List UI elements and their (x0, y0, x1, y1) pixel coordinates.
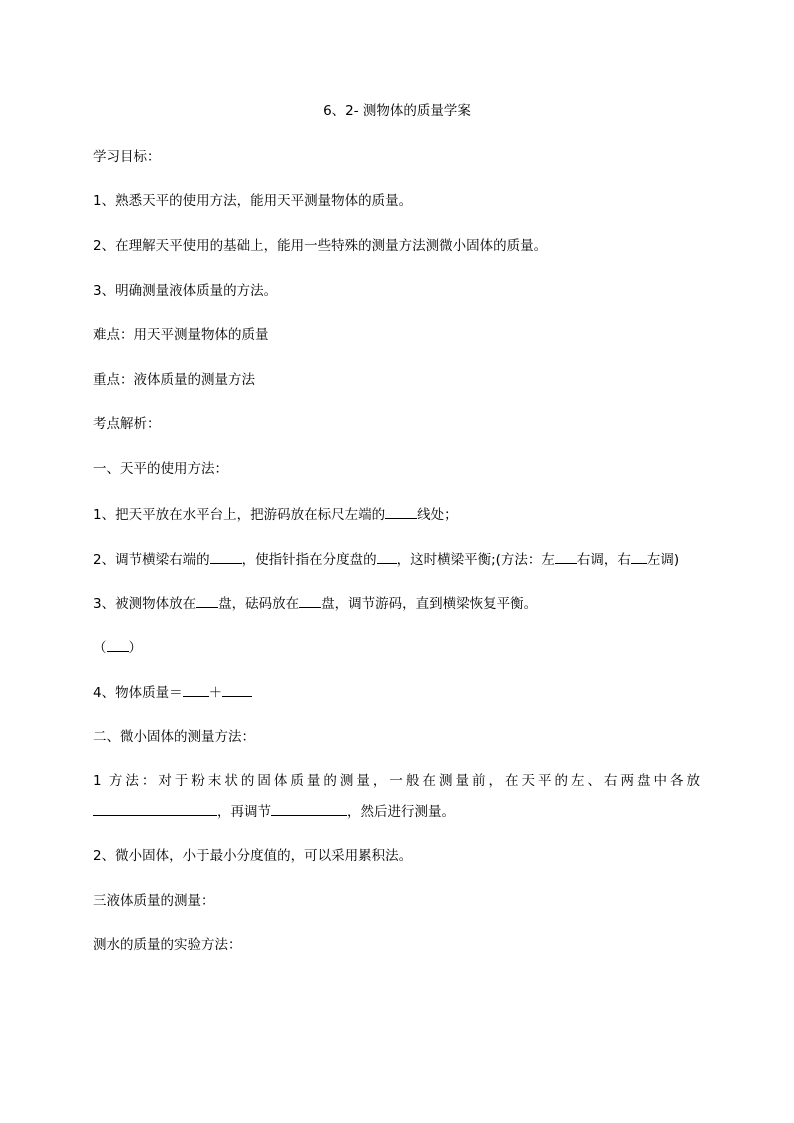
fill-blank (210, 549, 242, 564)
fill-blank (631, 549, 647, 564)
section1-item-3-text-a: 3、被测物体放在 (93, 596, 197, 612)
section1-item-1-text-b: 线处； (417, 507, 458, 523)
section2-item-1-line-1: 1 方法：对于粉末状的固体质量的测量，一般在测量前，在天平的左、右两盘中各放 (93, 773, 700, 789)
analysis-heading: 考点解析： (93, 416, 161, 432)
objective-item-1: 1、熟悉天平的使用方法，能用天平测量物体的质量。 (93, 193, 413, 209)
section1-item-2-text-c: ，这时横梁平衡;(方法：左 (396, 552, 555, 568)
section1-item-2-text-a: 2、调节横梁右端的 (93, 552, 210, 568)
fill-blank (385, 504, 417, 519)
page-title: 6、2- 测物体的质量学案 (323, 103, 471, 119)
section2-item-1-line-2 (93, 801, 455, 822)
fill-blank (183, 682, 209, 697)
section2-heading: 二、微小固体的测量方法： (93, 729, 255, 745)
fill-blank (222, 682, 252, 697)
section1-item-4-text-b: ＋ (208, 685, 223, 701)
objective-item-3: 3、明确测量液体质量的方法。 (93, 283, 278, 299)
section2-item-1-text-a: ，再调节 (217, 804, 271, 820)
fill-blank (377, 549, 397, 564)
section1-item-1-text-a: 1、把天平放在水平台上，把游码放在标尺左端的 (93, 507, 386, 523)
section1-item-3-text-c: 盘，调节游码，直到横梁恢复平衡。 (321, 596, 538, 612)
objective-item-2: 2、在理解天平使用的基础上，能用一些特殊的测量方法测微小固体的质量。 (93, 238, 548, 254)
section1-item-2-text-e: 左调) (646, 552, 680, 568)
key-point-text: 重点：液体质量的测量方法 (93, 372, 255, 388)
paren-close: ） (128, 640, 142, 656)
section1-item-2 (93, 549, 679, 570)
section1-item-4 (93, 682, 252, 703)
fill-blank (299, 593, 321, 608)
section1-item-1 (93, 504, 458, 525)
section1-heading: 一、天平的使用方法： (93, 461, 228, 477)
paren-open: （ (93, 640, 107, 656)
fill-blank (196, 593, 218, 608)
section3-heading: 三液体质量的测量： (93, 893, 215, 909)
section2-item-2: 2、微小固体，小于最小分度值的，可以采用累积法。 (93, 848, 413, 864)
fill-blank (271, 801, 347, 816)
fill-blank (93, 801, 217, 816)
section1-paren (93, 637, 142, 658)
fill-blank (107, 637, 129, 652)
section1-item-3 (93, 593, 537, 614)
objectives-heading: 学习目标： (93, 149, 161, 165)
fill-blank (555, 549, 577, 564)
section2-item-1-text-b: ，然后进行测量。 (347, 804, 455, 820)
difficulty-text: 难点：用天平测量物体的质量 (93, 327, 269, 343)
section1-item-2-text-d: 右调，右 (576, 552, 631, 568)
section3-subheading: 测水的质量的实验方法： (93, 937, 242, 953)
section1-item-2-text-b: ，使指针指在分度盘的 (241, 552, 377, 568)
section1-item-3-text-b: 盘，砝码放在 (218, 596, 300, 612)
section1-item-4-text-a: 4、物体质量＝ (93, 685, 183, 701)
